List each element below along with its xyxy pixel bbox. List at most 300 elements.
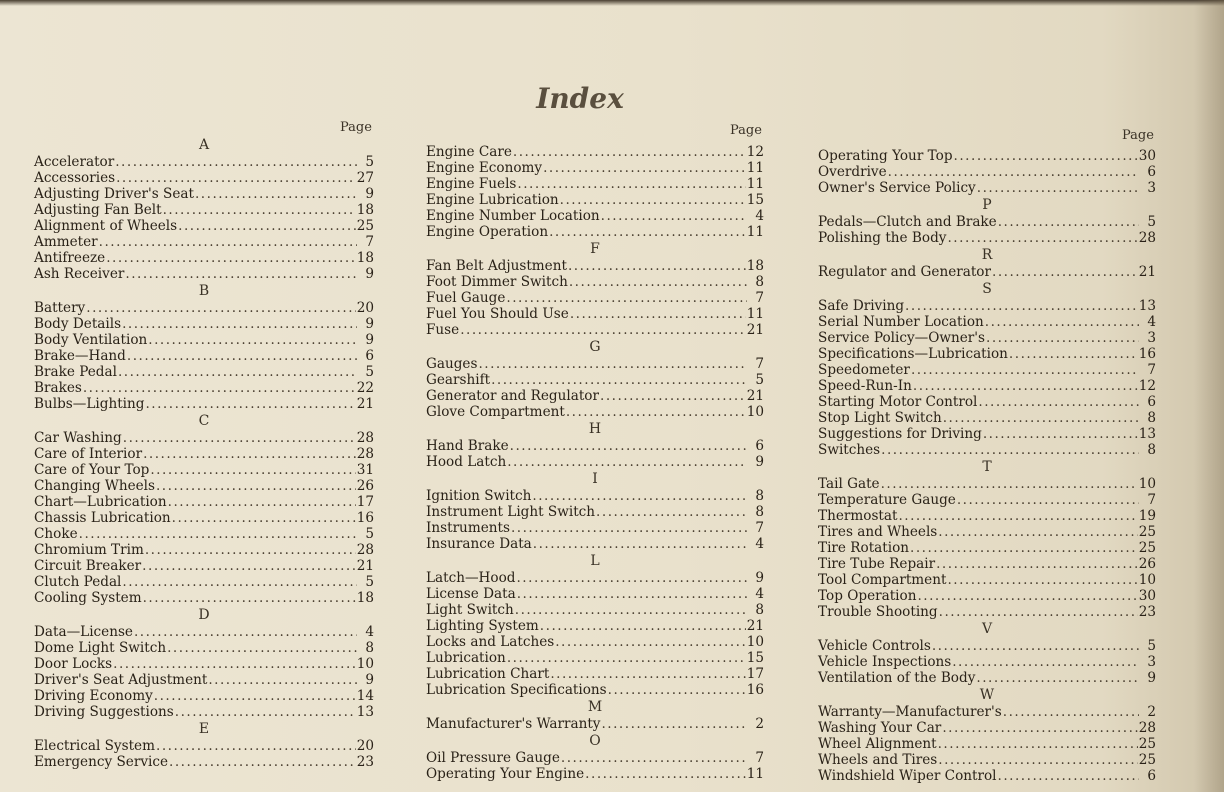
entry-page-number: 5 xyxy=(365,364,374,380)
index-entry-alignment-of-wheels xyxy=(34,218,374,234)
entry-name: Locks and Latches xyxy=(426,634,555,650)
entry-page-number: 3 xyxy=(1147,654,1156,670)
dot-leader xyxy=(978,394,1139,410)
index-entry-warranty-manufacturer-s xyxy=(818,704,1156,720)
section-letter-f: F xyxy=(590,241,600,257)
entry-page-number: 14 xyxy=(356,688,374,704)
entry-name: Chassis Lubrication xyxy=(34,510,171,526)
dot-leader xyxy=(983,426,1138,442)
index-entry-driver-s-seat-adjustment xyxy=(34,672,374,688)
dot-leader xyxy=(888,164,1139,180)
entry-page-number: 28 xyxy=(356,430,374,446)
entry-page-number: 8 xyxy=(365,640,374,656)
dot-leader xyxy=(125,266,357,282)
dot-leader xyxy=(601,716,747,732)
index-entry-fuel-gauge xyxy=(426,290,764,306)
index-entry-thermostat xyxy=(818,508,1156,524)
dot-leader xyxy=(881,442,1139,458)
section-letter-v: V xyxy=(981,621,993,637)
entry-page-number: 27 xyxy=(356,170,374,186)
entry-page-number: 13 xyxy=(356,704,374,720)
entry-page-number: 4 xyxy=(365,624,374,640)
entry-name: Chromium Trim xyxy=(34,542,144,558)
index-entry-choke xyxy=(34,526,374,542)
index-entry-vehicle-controls xyxy=(818,638,1156,654)
index-entry-safe-driving xyxy=(818,298,1156,314)
dot-leader xyxy=(167,640,357,656)
index-entry-ventilation-of-the-body xyxy=(818,670,1156,686)
page-title: Index xyxy=(536,82,624,115)
section-letter-r: R xyxy=(981,247,993,263)
index-entry-serial-number-location xyxy=(818,314,1156,330)
dot-leader xyxy=(560,192,746,208)
index-entry-tire-tube-repair xyxy=(818,556,1156,572)
dot-leader xyxy=(172,510,356,526)
index-entry-chassis-lubrication xyxy=(34,510,374,526)
entry-name: Generator and Regulator xyxy=(426,388,599,404)
entry-page-number: 10 xyxy=(356,656,374,672)
entry-page-number: 11 xyxy=(746,766,764,782)
index-entry-engine-economy xyxy=(426,160,764,176)
dot-leader xyxy=(600,388,746,404)
section-letter-e: E xyxy=(198,721,210,737)
dot-leader xyxy=(116,170,356,186)
section-letter-a: A xyxy=(198,137,210,153)
dot-leader xyxy=(195,186,357,202)
index-entry-brake-pedal xyxy=(34,364,374,380)
index-entry-circuit-breaker xyxy=(34,558,374,574)
entry-page-number: 25 xyxy=(1138,540,1156,556)
dot-leader xyxy=(506,290,747,306)
entry-name: Starting Motor Control xyxy=(818,394,978,410)
entry-name: Regulator and Generator xyxy=(818,264,991,280)
entry-name: Circuit Breaker xyxy=(34,558,142,574)
section-letter-b: B xyxy=(198,283,210,299)
index-entry-engine-lubrication xyxy=(426,192,764,208)
entry-page-number: 26 xyxy=(1138,556,1156,572)
dot-leader xyxy=(86,300,355,316)
index-entry-gauges xyxy=(426,356,764,372)
dot-leader xyxy=(943,410,1139,426)
index-entry-engine-fuels xyxy=(426,176,764,192)
entry-name: Dome Light Switch xyxy=(34,640,167,656)
dot-leader xyxy=(115,154,357,170)
index-entry-starting-motor-control xyxy=(818,394,1156,410)
entry-page-number: 10 xyxy=(746,634,764,650)
section-letter-c: C xyxy=(198,413,210,429)
entry-name: Emergency Service xyxy=(34,754,169,770)
dot-leader xyxy=(143,446,356,462)
entry-name: License Data xyxy=(426,586,516,602)
dot-leader xyxy=(939,604,1138,620)
entry-page-number: 8 xyxy=(755,504,764,520)
page-gutter-shadow xyxy=(1194,0,1224,792)
index-entry-accelerator xyxy=(34,154,374,170)
entry-page-number: 9 xyxy=(365,332,374,348)
entry-name: Ammeter xyxy=(34,234,98,250)
entry-name: Engine Fuels xyxy=(426,176,517,192)
entry-name: Specifications—Lubrication xyxy=(818,346,1008,362)
entry-page-number: 7 xyxy=(755,356,764,372)
dot-leader xyxy=(540,618,746,634)
entry-name: Alignment of Wheels xyxy=(34,218,178,234)
entry-page-number: 8 xyxy=(755,488,764,504)
entry-name: Tire Tube Repair xyxy=(818,556,936,572)
entry-page-number: 18 xyxy=(356,590,374,606)
index-entry-generator-and-regulator xyxy=(426,388,764,404)
entry-name: Stop Light Switch xyxy=(818,410,942,426)
dot-leader xyxy=(79,526,357,542)
dot-leader xyxy=(936,556,1138,572)
entry-page-number: 2 xyxy=(1147,704,1156,720)
entry-page-number: 16 xyxy=(1138,346,1156,362)
entry-page-number: 9 xyxy=(755,570,764,586)
entry-name: Overdrive xyxy=(818,164,887,180)
entry-name: Top Operation xyxy=(818,588,917,604)
dot-leader xyxy=(516,570,747,586)
dot-leader xyxy=(145,542,356,558)
entry-page-number: 9 xyxy=(365,316,374,332)
index-entry-tires-and-wheels xyxy=(818,524,1156,540)
entry-page-number: 19 xyxy=(1138,508,1156,524)
section-letter-i: I xyxy=(592,471,598,487)
entry-name: Ash Receiver xyxy=(34,266,125,282)
dot-leader xyxy=(148,332,357,348)
entry-page-number: 5 xyxy=(1147,214,1156,230)
entry-page-number: 13 xyxy=(1138,298,1156,314)
index-entry-owner-s-service-policy xyxy=(818,180,1156,196)
entry-page-number: 30 xyxy=(1138,148,1156,164)
entry-page-number: 25 xyxy=(1138,752,1156,768)
entry-page-number: 6 xyxy=(1147,164,1156,180)
dot-leader xyxy=(156,738,356,754)
entry-page-number: 11 xyxy=(746,306,764,322)
dot-leader xyxy=(143,590,356,606)
entry-page-number: 21 xyxy=(356,396,374,412)
dot-leader xyxy=(917,588,1137,604)
entry-name: Care of Interior xyxy=(34,446,143,462)
entry-page-number: 9 xyxy=(1147,670,1156,686)
entry-name: Speedometer xyxy=(818,362,910,378)
index-entry-tool-compartment xyxy=(818,572,1156,588)
entry-page-number: 18 xyxy=(746,258,764,274)
entry-name: Ventilation of the Body xyxy=(818,670,976,686)
dot-leader xyxy=(566,404,746,420)
entry-page-number: 7 xyxy=(755,520,764,536)
entry-page-number: 7 xyxy=(365,234,374,250)
index-entry-washing-your-car xyxy=(818,720,1156,736)
dot-leader xyxy=(99,234,357,250)
page-column-header-1: Page xyxy=(340,120,372,135)
entry-page-number: 5 xyxy=(365,574,374,590)
dot-leader xyxy=(142,558,356,574)
dot-leader xyxy=(998,214,1139,230)
index-entry-operating-your-top xyxy=(818,148,1156,164)
entry-name: Engine Lubrication xyxy=(426,192,559,208)
dot-leader xyxy=(992,264,1138,280)
entry-name: Brake Pedal xyxy=(34,364,117,380)
entry-page-number: 7 xyxy=(755,290,764,306)
entry-name: Choke xyxy=(34,526,78,542)
index-entry-temperature-gauge xyxy=(818,492,1156,508)
entry-page-number: 4 xyxy=(755,586,764,602)
dot-leader xyxy=(145,396,355,412)
entry-name: Hood Latch xyxy=(426,454,507,470)
section-letter-l: L xyxy=(590,553,600,569)
entry-page-number: 28 xyxy=(356,542,374,558)
entry-page-number: 17 xyxy=(746,666,764,682)
entry-name: Fuel You Should Use xyxy=(426,306,569,322)
entry-name: Engine Operation xyxy=(426,224,549,240)
section-letter-m: M xyxy=(587,699,603,715)
index-entry-accessories xyxy=(34,170,374,186)
section-letter-h: H xyxy=(588,421,602,437)
dot-leader xyxy=(127,348,357,364)
entry-name: Insurance Data xyxy=(426,536,532,552)
entry-name: Wheels and Tires xyxy=(818,752,938,768)
section-letter-p: P xyxy=(982,197,992,213)
index-entry-lubrication-chart xyxy=(426,666,764,682)
dot-leader xyxy=(517,176,745,192)
entry-page-number: 10 xyxy=(746,404,764,420)
dot-leader xyxy=(881,476,1138,492)
entry-page-number: 4 xyxy=(755,208,764,224)
entry-name: Glove Compartment xyxy=(426,404,565,420)
dot-leader xyxy=(942,720,1137,736)
dot-leader xyxy=(932,638,1139,654)
index-entry-license-data xyxy=(426,586,764,602)
dot-leader xyxy=(460,322,745,338)
dot-leader xyxy=(122,316,357,332)
entry-name: Adjusting Driver's Seat xyxy=(34,186,194,202)
entry-name: Battery xyxy=(34,300,86,316)
entry-name: Fuse xyxy=(426,322,460,338)
dot-leader xyxy=(947,572,1137,588)
index-entry-adjusting-fan-belt xyxy=(34,202,374,218)
page-column-header-3: Page xyxy=(1122,128,1154,143)
entry-name: Lubrication Specifications xyxy=(426,682,607,698)
index-entry-cooling-system xyxy=(34,590,374,606)
entry-name: Instrument Light Switch xyxy=(426,504,596,520)
entry-name: Thermostat xyxy=(818,508,898,524)
dot-leader xyxy=(585,766,746,782)
dot-leader xyxy=(568,258,746,274)
index-entry-body-ventilation xyxy=(34,332,374,348)
index-entry-door-locks xyxy=(34,656,374,672)
entry-page-number: 18 xyxy=(356,202,374,218)
entry-name: Foot Dimmer Switch xyxy=(426,274,568,290)
index-entry-care-of-your-top xyxy=(34,462,374,478)
dot-leader xyxy=(507,650,746,666)
index-entry-trouble-shooting xyxy=(818,604,1156,620)
entry-page-number: 25 xyxy=(356,218,374,234)
entry-name: Switches xyxy=(818,442,881,458)
entry-name: Lubrication Chart xyxy=(426,666,550,682)
entry-page-number: 21 xyxy=(1138,264,1156,280)
entry-page-number: 17 xyxy=(356,494,374,510)
dot-leader xyxy=(507,454,747,470)
dot-leader xyxy=(175,704,356,720)
dot-leader xyxy=(569,274,747,290)
entry-name: Adjusting Fan Belt xyxy=(34,202,162,218)
index-entry-electrical-system xyxy=(34,738,374,754)
index-entry-fuse xyxy=(426,322,764,338)
entry-page-number: 11 xyxy=(746,160,764,176)
index-entry-service-policy-owner-s xyxy=(818,330,1156,346)
entry-name: Engine Care xyxy=(426,144,512,160)
index-entry-chart-lubrication xyxy=(34,494,374,510)
index-entry-fan-belt-adjustment xyxy=(426,258,764,274)
entry-page-number: 8 xyxy=(1147,410,1156,426)
dot-leader xyxy=(208,672,357,688)
section-letter-t: T xyxy=(982,459,992,475)
index-entry-latch-hood xyxy=(426,570,764,586)
section-letter-o: O xyxy=(589,733,601,749)
entry-name: Driving Suggestions xyxy=(34,704,174,720)
index-entry-clutch-pedal xyxy=(34,574,374,590)
entry-name: Body Details xyxy=(34,316,122,332)
entry-name: Wheel Alignment xyxy=(818,736,937,752)
entry-page-number: 13 xyxy=(1138,426,1156,442)
dot-leader xyxy=(1009,346,1138,362)
entry-page-number: 6 xyxy=(1147,768,1156,784)
index-entry-vehicle-inspections xyxy=(818,654,1156,670)
entry-name: Care of Your Top xyxy=(34,462,150,478)
page-column-header-2: Page xyxy=(730,123,762,138)
dot-leader xyxy=(178,218,356,234)
entry-name: Gauges xyxy=(426,356,478,372)
index-entry-locks-and-latches xyxy=(426,634,764,650)
index-entry-suggestions-for-driving xyxy=(818,426,1156,442)
dot-leader xyxy=(608,682,746,698)
entry-page-number: 9 xyxy=(365,266,374,282)
dot-leader xyxy=(998,768,1139,784)
entry-page-number: 9 xyxy=(365,672,374,688)
entry-name: Brake—Hand xyxy=(34,348,126,364)
dot-leader xyxy=(938,752,1137,768)
index-entry-tail-gate xyxy=(818,476,1156,492)
entry-name: Tires and Wheels xyxy=(818,524,938,540)
entry-page-number: 31 xyxy=(356,462,374,478)
dot-leader xyxy=(154,688,356,704)
entry-page-number: 28 xyxy=(356,446,374,462)
dot-leader xyxy=(83,380,356,396)
dot-leader xyxy=(513,144,746,160)
entry-name: Serial Number Location xyxy=(818,314,984,330)
dot-leader xyxy=(168,494,356,510)
entry-name: Latch—Hood xyxy=(426,570,516,586)
entry-name: Pedals—Clutch and Brake xyxy=(818,214,997,230)
dot-leader xyxy=(570,306,746,322)
entry-page-number: 5 xyxy=(755,372,764,388)
index-entry-ash-receiver xyxy=(34,266,374,282)
index-entry-operating-your-engine xyxy=(426,766,764,782)
dot-leader xyxy=(515,602,747,618)
dot-leader xyxy=(478,356,747,372)
index-entry-stop-light-switch xyxy=(818,410,1156,426)
entry-name: Gearshift xyxy=(426,372,491,388)
dot-leader xyxy=(134,624,357,640)
entry-name: Data—License xyxy=(34,624,133,640)
entry-page-number: 10 xyxy=(1138,572,1156,588)
dot-leader xyxy=(491,372,747,388)
index-entry-fuel-you-should-use xyxy=(426,306,764,322)
index-entry-body-details xyxy=(34,316,374,332)
entry-page-number: 5 xyxy=(365,526,374,542)
entry-page-number: 7 xyxy=(1147,492,1156,508)
index-entry-light-switch xyxy=(426,602,764,618)
dot-leader xyxy=(986,330,1139,346)
entry-page-number: 7 xyxy=(755,750,764,766)
dot-leader xyxy=(910,540,1138,556)
entry-page-number: 23 xyxy=(1138,604,1156,620)
index-entry-wheel-alignment xyxy=(818,736,1156,752)
entry-name: Tire Rotation xyxy=(818,540,910,556)
dot-leader xyxy=(561,750,747,766)
entry-name: Manufacturer's Warranty xyxy=(426,716,601,732)
entry-name: Accelerator xyxy=(34,154,115,170)
dot-leader xyxy=(510,438,747,454)
entry-name: Body Ventilation xyxy=(34,332,148,348)
dot-leader xyxy=(898,508,1137,524)
index-column-1 xyxy=(34,136,374,770)
entry-page-number: 20 xyxy=(356,738,374,754)
entry-page-number: 21 xyxy=(746,618,764,634)
index-entry-dome-light-switch xyxy=(34,640,374,656)
entry-page-number: 8 xyxy=(755,274,764,290)
page-top-edge xyxy=(0,0,1224,6)
dot-leader xyxy=(169,754,356,770)
index-entry-switches xyxy=(818,442,1156,458)
entry-name: Ignition Switch xyxy=(426,488,532,504)
dot-leader xyxy=(913,378,1138,394)
entry-page-number: 28 xyxy=(1138,230,1156,246)
entry-page-number: 22 xyxy=(356,380,374,396)
entry-page-number: 15 xyxy=(746,650,764,666)
entry-name: Bulbs—Lighting xyxy=(34,396,145,412)
entry-name: Windshield Wiper Control xyxy=(818,768,997,784)
index-entry-top-operation xyxy=(818,588,1156,604)
entry-page-number: 23 xyxy=(356,754,374,770)
entry-page-number: 30 xyxy=(1138,588,1156,604)
index-entry-glove-compartment xyxy=(426,404,764,420)
index-entry-lubrication-specifications xyxy=(426,682,764,698)
index-entry-car-washing xyxy=(34,430,374,446)
entry-page-number: 6 xyxy=(1147,394,1156,410)
dot-leader xyxy=(976,670,1139,686)
entry-page-number: 20 xyxy=(356,300,374,316)
dot-leader xyxy=(163,202,356,218)
dot-leader xyxy=(113,656,356,672)
entry-name: Door Locks xyxy=(34,656,113,672)
entry-name: Owner's Service Policy xyxy=(818,180,976,196)
entry-page-number: 18 xyxy=(356,250,374,266)
entry-page-number: 5 xyxy=(365,154,374,170)
index-entry-brakes xyxy=(34,380,374,396)
entry-page-number: 12 xyxy=(1138,378,1156,394)
section-letter-s: S xyxy=(982,281,992,297)
section-letter-w: W xyxy=(979,687,995,703)
entry-page-number: 6 xyxy=(755,438,764,454)
entry-name: Tool Compartment xyxy=(818,572,947,588)
dot-leader xyxy=(533,536,747,552)
dot-leader xyxy=(1003,704,1139,720)
index-entry-lubrication xyxy=(426,650,764,666)
index-entry-speed-run-in xyxy=(818,378,1156,394)
dot-leader xyxy=(150,462,355,478)
dot-leader xyxy=(938,524,1137,540)
dot-leader xyxy=(905,298,1138,314)
